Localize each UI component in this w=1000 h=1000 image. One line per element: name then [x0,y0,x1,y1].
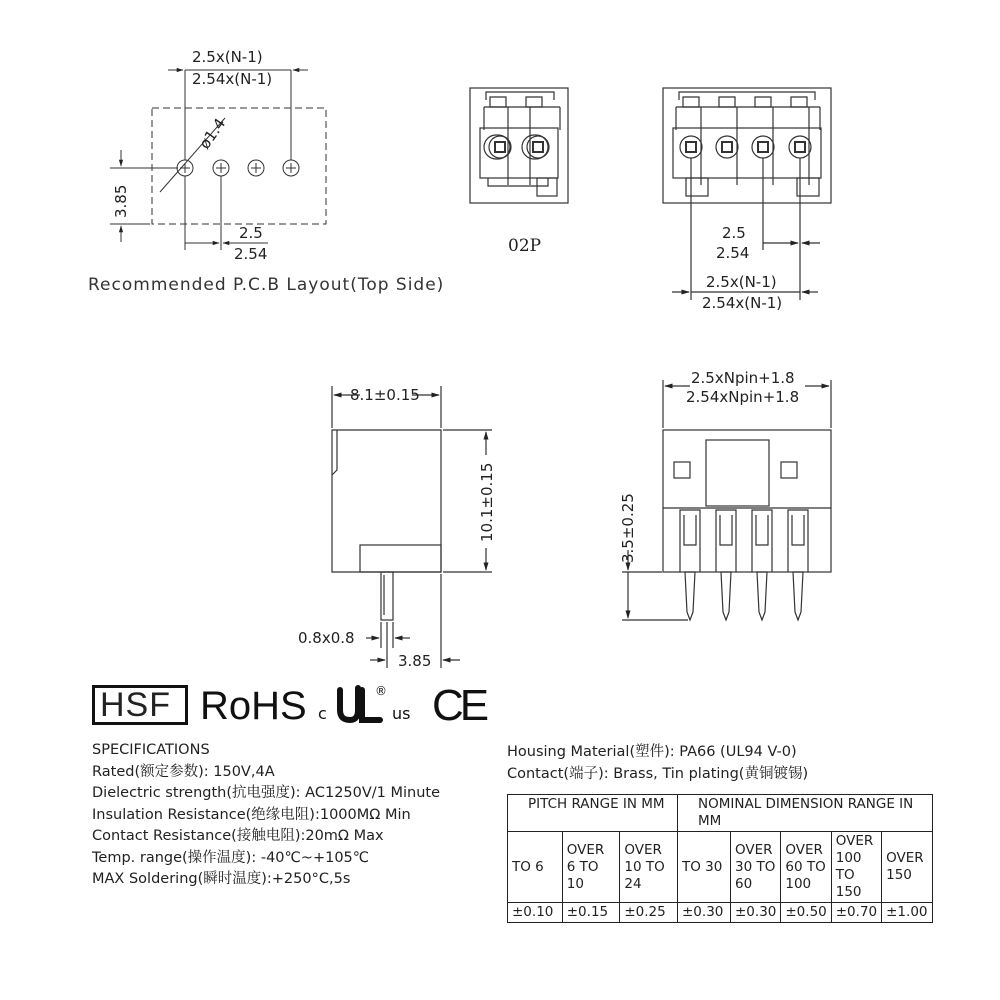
tolerance-cell: ±0.30 [731,903,781,923]
spec-line: MAX Soldering(瞬时温度):+250°C,5s [92,871,351,887]
ul-c-mark: c [318,704,327,723]
pcb-hole [248,160,264,176]
materials-block [507,742,808,785]
pcb-hole [283,160,299,176]
pcb-spacing-label-1: 2.5 [239,224,263,242]
side-width-label: 8.1±0.15 [350,386,420,404]
range-cell: OVER 6 TO 10 [562,832,620,903]
range-cell: OVER 60 TO 100 [781,832,831,903]
spec-line: Contact Resistance(接触电阻):20mΩ Max [92,828,384,844]
pcb-layout-view [110,70,326,250]
specifications-block [92,740,440,891]
nominal-range-header: NOMINAL DIMENSION RANGE IN MM [678,795,933,832]
pcb-pitch-label-2: 2.54x(N-1) [192,70,273,88]
top-view-4p [663,88,831,300]
top-spacing-label-2: 2.54 [716,244,750,262]
ul-us-mark: us [392,704,411,723]
pcb-outline [152,108,326,224]
spec-heading: SPECIFICATIONS [92,742,210,758]
top-view-2p [470,88,568,203]
pcb-pitch-label-1: 2.5x(N-1) [192,48,263,66]
pcb-spacing-label-2: 2.54 [234,245,268,263]
ul-logo-icon [340,688,380,720]
range-cell: OVER 30 TO 60 [731,832,781,903]
pcb-height-label: 3.85 [112,184,130,218]
range-cell: OVER 10 TO 24 [620,832,678,903]
hsf-logo [92,685,188,725]
material-line: Contact(端子): Brass, Tin plating(黄铜镀锡) [507,765,809,782]
pcb-hole [213,160,229,176]
pcb-hole [177,160,193,176]
hsf-logo-text: HSF [100,686,171,724]
tolerance-cell: ±0.10 [508,903,563,923]
material-line: Housing Material(塑件): PA66 (UL94 V-0) [507,744,797,760]
spec-line: Insulation Resistance(绝缘电阻):1000MΩ Min [92,806,411,823]
pcb-caption: Recommended P.C.B Layout(Top Side) [88,275,445,295]
tolerance-cell: ±0.70 [831,903,881,923]
tolerance-cell: ±1.00 [882,903,932,923]
side-height-label: 10.1±0.15 [478,462,496,542]
rohs-logo: RoHS [200,684,307,728]
range-cell: OVER 150 [882,832,932,903]
top-pitch-label-1: 2.5x(N-1) [706,273,777,291]
ul-registered-mark: ® [375,684,387,698]
side-view [332,386,492,668]
tolerance-table [507,794,933,923]
pin-offset-label: 3.85 [398,652,432,670]
tolerance-cell: ±0.25 [620,903,678,923]
front-width-label-1: 2.5xNpin+1.8 [691,369,795,387]
range-cell: TO 6 [508,832,563,903]
top-pitch-label-2: 2.54x(N-1) [702,294,783,312]
range-cell: TO 30 [678,832,731,903]
tolerance-cell: ±0.50 [781,903,831,923]
ce-logo: CE [432,681,486,730]
top-spacing-label-1: 2.5 [722,224,746,242]
pcb-hole-dia-label: ø1.4 [195,114,230,153]
range-cell: OVER 100 TO 150 [831,832,881,903]
tolerance-cell: ±0.30 [678,903,731,923]
tolerance-cell: ±0.15 [562,903,620,923]
spec-line: Temp. range(操作温度): -40℃~+105℃ [92,849,370,866]
spec-line: Dielectric strength(抗电强度): AC1250V/1 Minute [92,785,441,801]
pitch-range-header: PITCH RANGE IN MM [508,795,678,832]
pin-length-label: 3.5±0.25 [619,493,637,563]
front-view [622,380,831,620]
spec-line: Rated(额定参数): 150V,4A [92,763,275,780]
variant-label: 02P [508,236,542,256]
pin-section-label: 0.8x0.8 [298,629,355,647]
front-width-label-2: 2.54xNpin+1.8 [686,388,800,406]
